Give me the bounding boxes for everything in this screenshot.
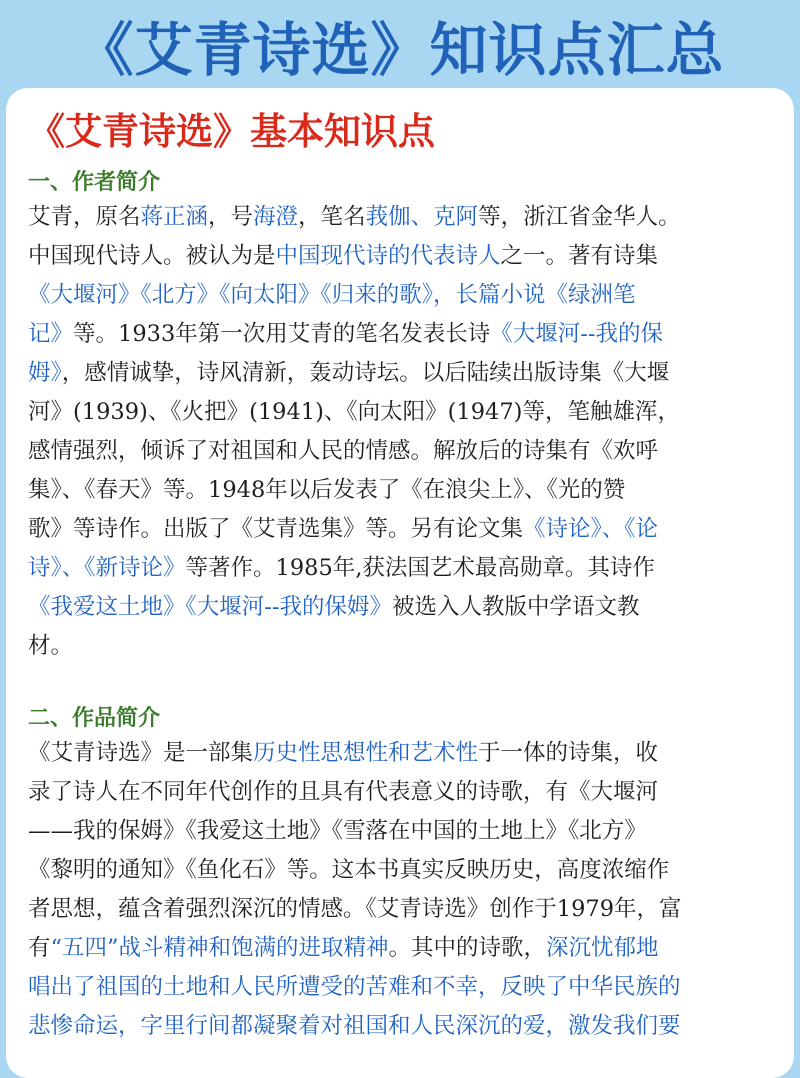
highlighted-text: 蒋正涵 (140, 204, 209, 230)
body-text: 等，浙江省金华人。 (478, 204, 681, 230)
text-line (28, 315, 778, 354)
text-line (28, 929, 778, 968)
body-text: 被选入人教版中学语文教 (391, 594, 640, 620)
body-text: 。其中的诗歌， (388, 935, 547, 961)
body-text: 艾青，原名 (28, 204, 141, 230)
text-line (28, 812, 778, 851)
body-text: 感情强烈，倾诉了对祖国和人民的情感。解放后的诗集有《欢呼 (28, 438, 659, 464)
body-text: 有 (28, 935, 51, 961)
text-line (28, 471, 778, 510)
highlighted-text: 唱出了祖国的土地和人民所遭受的苦难和不幸，反映了中华民族的 (28, 974, 681, 1000)
highlighted-text: “五四”战斗精神和饱满的进取精神 (50, 935, 389, 961)
body-text: 者思想，蕴含着强烈深沉的情感。《艾青诗选》创作于1979年，富 (28, 896, 682, 922)
body-text: 等著作。1985年,获法国艺术最高勋章。其诗作 (185, 555, 655, 581)
text-line (28, 734, 778, 773)
text-line (28, 432, 778, 471)
text-line (28, 588, 778, 627)
body-text: 录了诗人在不同年代创作的且具有代表意义的诗歌，有《大堰河 (28, 779, 659, 805)
text-line (28, 851, 778, 890)
body-text: 《黎明的通知》《鱼化石》等。这本书真实反映历史，高度浓缩作 (28, 857, 670, 883)
body-text: 中国现代诗人。被认为是 (28, 243, 276, 269)
page-title: 《艾青诗选》知识点汇总 (75, 16, 725, 84)
text-line (28, 773, 778, 812)
highlighted-text: 海澄 (253, 204, 299, 230)
body-text: ，号 (208, 204, 254, 230)
highlighted-text: 《诗论》、《论 (523, 516, 659, 542)
highlighted-text: 悲惨命运，字里行间都凝聚着对祖国和人民深沉的爱，激发我们要 (28, 1013, 681, 1039)
text-line (28, 354, 778, 393)
highlighted-text: 历史性思想性和艺术性 (253, 740, 479, 766)
highlighted-text: 《我爱这土地》《大堰河--我的保姆》 (28, 594, 392, 620)
body-text: ——我的保姆》《我爱这土地》《雪落在中国的土地上》《北方》 (28, 818, 647, 844)
body-text: 河》(1939)、《火把》(1941)、《向太阳》(1947)等，笔触雄浑， (28, 399, 680, 425)
body-text: 于一体的诗集，收 (478, 740, 659, 766)
card-subtitle: 《艾青诗选》基本知识点 (28, 110, 435, 153)
text-line (28, 510, 778, 549)
highlighted-text: 深沉忧郁地 (546, 935, 659, 961)
text-line (28, 393, 778, 432)
body-text: 歌》等诗作。出版了《艾青选集》等。另有论文集 (28, 516, 524, 542)
section-heading-work: 二、作品简介 (28, 705, 161, 731)
body-text: 《艾青诗选》是一部集 (28, 740, 254, 766)
text-line (28, 549, 778, 588)
highlighted-text: 《大堰河--我的保 (490, 321, 663, 347)
text-line (28, 237, 778, 276)
highlighted-text: 《大堰河》《北方》《向太阳》《归来的歌》，长篇小说《绿洲笔 (28, 282, 636, 308)
text-line (28, 968, 778, 1007)
body-text: ，感情诚挚，诗风清新，轰动诗坛。以后陆续出版诗集《大堰 (61, 360, 670, 386)
section-heading-author: 一、作者简介 (28, 169, 161, 195)
text-line (28, 276, 778, 315)
body-text: ，笔名 (298, 204, 366, 230)
body-text: 材。 (28, 633, 74, 659)
body-text: 之一。著有诗集 (500, 243, 659, 269)
body-text: 集》、《春天》等。1948年以后发表了《在浪尖上》、《光的赞 (28, 477, 626, 503)
author-paragraph (28, 198, 778, 666)
text-line (28, 1007, 778, 1046)
highlighted-text: 中国现代诗的代表诗人 (275, 243, 501, 269)
body-text: 等。1933年第一次用艾青的笔名发表长诗 (73, 321, 491, 347)
highlighted-text: 莪伽、克阿 (365, 204, 479, 230)
highlighted-text: 记》 (28, 321, 74, 347)
text-line (28, 627, 778, 666)
text-line (28, 890, 778, 929)
content-card (6, 88, 794, 1078)
highlighted-text: 诗》、《新诗论》 (28, 555, 186, 581)
text-line (28, 198, 778, 237)
work-paragraph (28, 734, 778, 1046)
highlighted-text: 姆》 (28, 360, 62, 386)
